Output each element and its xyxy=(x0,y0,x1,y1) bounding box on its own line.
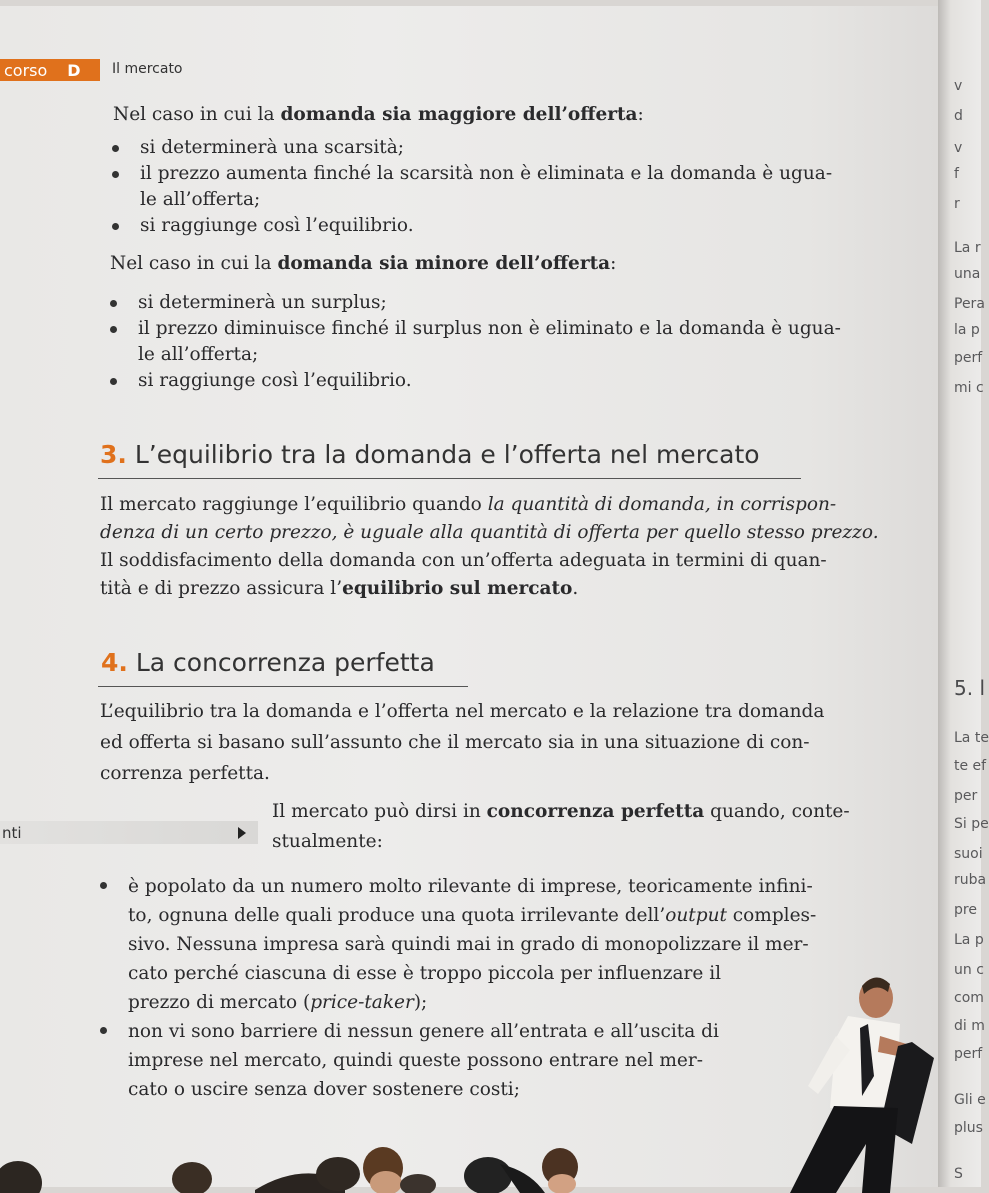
edge-fragment: perf xyxy=(954,350,983,366)
section-3-line-2-italic: denza di un certo prezzo, è uguale alla quantità di offerta per quello stesso prezzo. xyxy=(100,522,879,543)
margin-note-text: nti xyxy=(2,823,22,842)
running-title: Il mercato xyxy=(112,61,183,77)
block1-intro-text: Nel caso in cui la xyxy=(113,104,281,125)
list-item-text: cato o uscire senza dover sostenere costi; xyxy=(128,1079,520,1100)
edge-fragment: mi c xyxy=(954,380,984,396)
edge-fragment: Pera xyxy=(954,296,985,312)
next-page-edge xyxy=(938,0,989,1187)
section-3-line-4-text: tità e di prezzo assicura l’ xyxy=(100,578,343,599)
edge-fragment: S xyxy=(954,1166,963,1182)
list-item: il prezzo aumenta finché la scarsità non è eliminata e la domanda è ugua- xyxy=(112,161,832,187)
section-4-line-3: correnza perfetta. xyxy=(100,763,270,784)
edge-fragment: suoi xyxy=(954,846,983,862)
edge-fragment: 5. l xyxy=(954,676,985,700)
edge-fragment: te ef xyxy=(954,758,987,774)
section-3-number: 3. xyxy=(100,440,127,469)
textbook-page xyxy=(0,6,950,1187)
play-triangle-icon xyxy=(238,827,246,839)
edge-fragment: com xyxy=(954,990,984,1006)
section-3-line-4 xyxy=(100,576,578,602)
list-item-text: to, ognuna delle quali produce una quota irrilevante dell’ xyxy=(128,905,666,926)
list-item-text: ); xyxy=(413,992,428,1013)
section-3-line-4-end: . xyxy=(572,578,579,599)
edge-fragment: perf xyxy=(954,1046,983,1062)
list-item-text: cato perché ciascuna di esse è troppo piccola per influenzare il xyxy=(128,963,722,984)
list-item: si raggiunge così l’equilibrio. xyxy=(112,213,832,239)
edge-fragment: La r xyxy=(954,240,981,256)
list-item-continuation xyxy=(100,930,816,959)
edge-fragment: plus xyxy=(954,1120,983,1136)
list-item-text: le all’offerta; xyxy=(140,189,261,210)
edge-fragment: d xyxy=(954,108,963,124)
condition-line-1 xyxy=(272,799,850,825)
list-item: si determinerà una scarsità; xyxy=(112,135,832,161)
edge-fragment: ruba xyxy=(954,872,987,888)
list-item xyxy=(100,872,816,901)
edge-fragment: pre xyxy=(954,902,977,918)
list-item: il prezzo diminuisce finché il surplus non è eliminato e la domanda è ugua- xyxy=(110,316,841,342)
condition-line-2: stualmente: xyxy=(272,831,383,852)
section-3-rule xyxy=(98,478,801,479)
block2-list xyxy=(110,290,841,394)
block2-intro-bold: domanda sia minore dell’offerta xyxy=(277,253,611,274)
section-4-line-2: ed offerta si basano sull’assunto che il mercato sia in una situazione di con- xyxy=(100,732,810,753)
edge-fragment: La te xyxy=(954,730,989,746)
edge-fragment: di m xyxy=(954,1018,985,1034)
running-businessman-photo xyxy=(0,966,938,1193)
edge-fragment: v xyxy=(954,140,963,156)
section-3-line-1-text: Il mercato raggiunge l’equilibrio quando xyxy=(100,494,488,515)
section-3-line-1 xyxy=(100,492,836,518)
list-item: si raggiunge così l’equilibrio. xyxy=(110,368,841,394)
section-3-line-2 xyxy=(100,520,879,546)
edge-fragment: Gli e xyxy=(954,1092,986,1108)
edge-fragment: v xyxy=(954,78,963,94)
list-item-italic: price-taker xyxy=(310,992,414,1013)
section-4-title: La concorrenza perfetta xyxy=(127,648,435,677)
list-item-text: è popolato da un numero molto rilevante di imprese, teoricamente infini- xyxy=(128,876,813,897)
list-item-text: prezzo di mercato ( xyxy=(128,992,311,1013)
section-4-heading xyxy=(101,648,435,677)
edge-fragment: la p xyxy=(954,322,980,338)
list-item-continuation xyxy=(110,342,841,368)
edge-fragment: r xyxy=(954,196,960,212)
list-item: si determinerà un surplus; xyxy=(110,290,841,316)
edge-fragment: per xyxy=(954,788,978,804)
list-item-text: sivo. Nessuna impresa sarà quindi mai in grado di monopolizzare il mer- xyxy=(128,934,809,955)
section-4-rule xyxy=(98,686,468,687)
block2-intro-end: : xyxy=(610,253,617,274)
condition-text: Il mercato può dirsi in xyxy=(272,801,487,822)
margin-note xyxy=(0,821,258,844)
edge-fragment: f xyxy=(954,166,959,182)
block1-intro-bold: domanda sia maggiore dell’offerta xyxy=(280,104,638,125)
section-3-line-1-italic: la quantità di domanda, in corrispon- xyxy=(487,494,837,515)
edge-fragment: La p xyxy=(954,932,984,948)
section-4-number: 4. xyxy=(101,648,128,677)
condition-bold: concorrenza perfetta xyxy=(486,801,705,822)
list-item-text: le all’offerta; xyxy=(138,344,259,365)
list-item-text: non vi sono barriere di nessun genere all’entrata e all’uscita di xyxy=(128,1021,719,1042)
condition-end: quando, conte- xyxy=(704,801,850,822)
list-item-italic: output xyxy=(665,905,727,926)
chapter-tag xyxy=(0,59,100,81)
block1-list xyxy=(112,135,832,239)
list-item-text: comples- xyxy=(726,905,817,926)
edge-fragment: un c xyxy=(954,962,984,978)
chapter-tag-label: corso xyxy=(4,60,48,80)
section-3-line-4-bold: equilibrio sul mercato xyxy=(342,578,573,599)
list-item-continuation xyxy=(100,901,816,930)
crowd-heads xyxy=(0,1147,578,1193)
list-item-text: imprese nel mercato, quindi queste possono entrare nel mer- xyxy=(128,1050,703,1071)
section-4-line-1: L’equilibrio tra la domanda e l’offerta nel mercato e la relazione tra domanda xyxy=(100,701,825,722)
list-item-continuation xyxy=(112,187,832,213)
section-3-heading xyxy=(100,440,760,469)
block1-intro xyxy=(113,102,644,128)
section-3-title: L’equilibrio tra la domanda e l’offerta nel mercato xyxy=(126,440,760,469)
block2-intro xyxy=(110,251,616,277)
edge-fragment: Si pe xyxy=(954,816,989,832)
block2-intro-text: Nel caso in cui la xyxy=(110,253,278,274)
businessman-figure xyxy=(790,977,934,1193)
edge-fragment: una xyxy=(954,266,981,282)
chapter-letter: D xyxy=(67,60,81,80)
block1-intro-end: : xyxy=(637,104,644,125)
section-3-line-3: Il soddisfacimento della domanda con un’offerta adeguata in termini di quan- xyxy=(100,550,827,571)
